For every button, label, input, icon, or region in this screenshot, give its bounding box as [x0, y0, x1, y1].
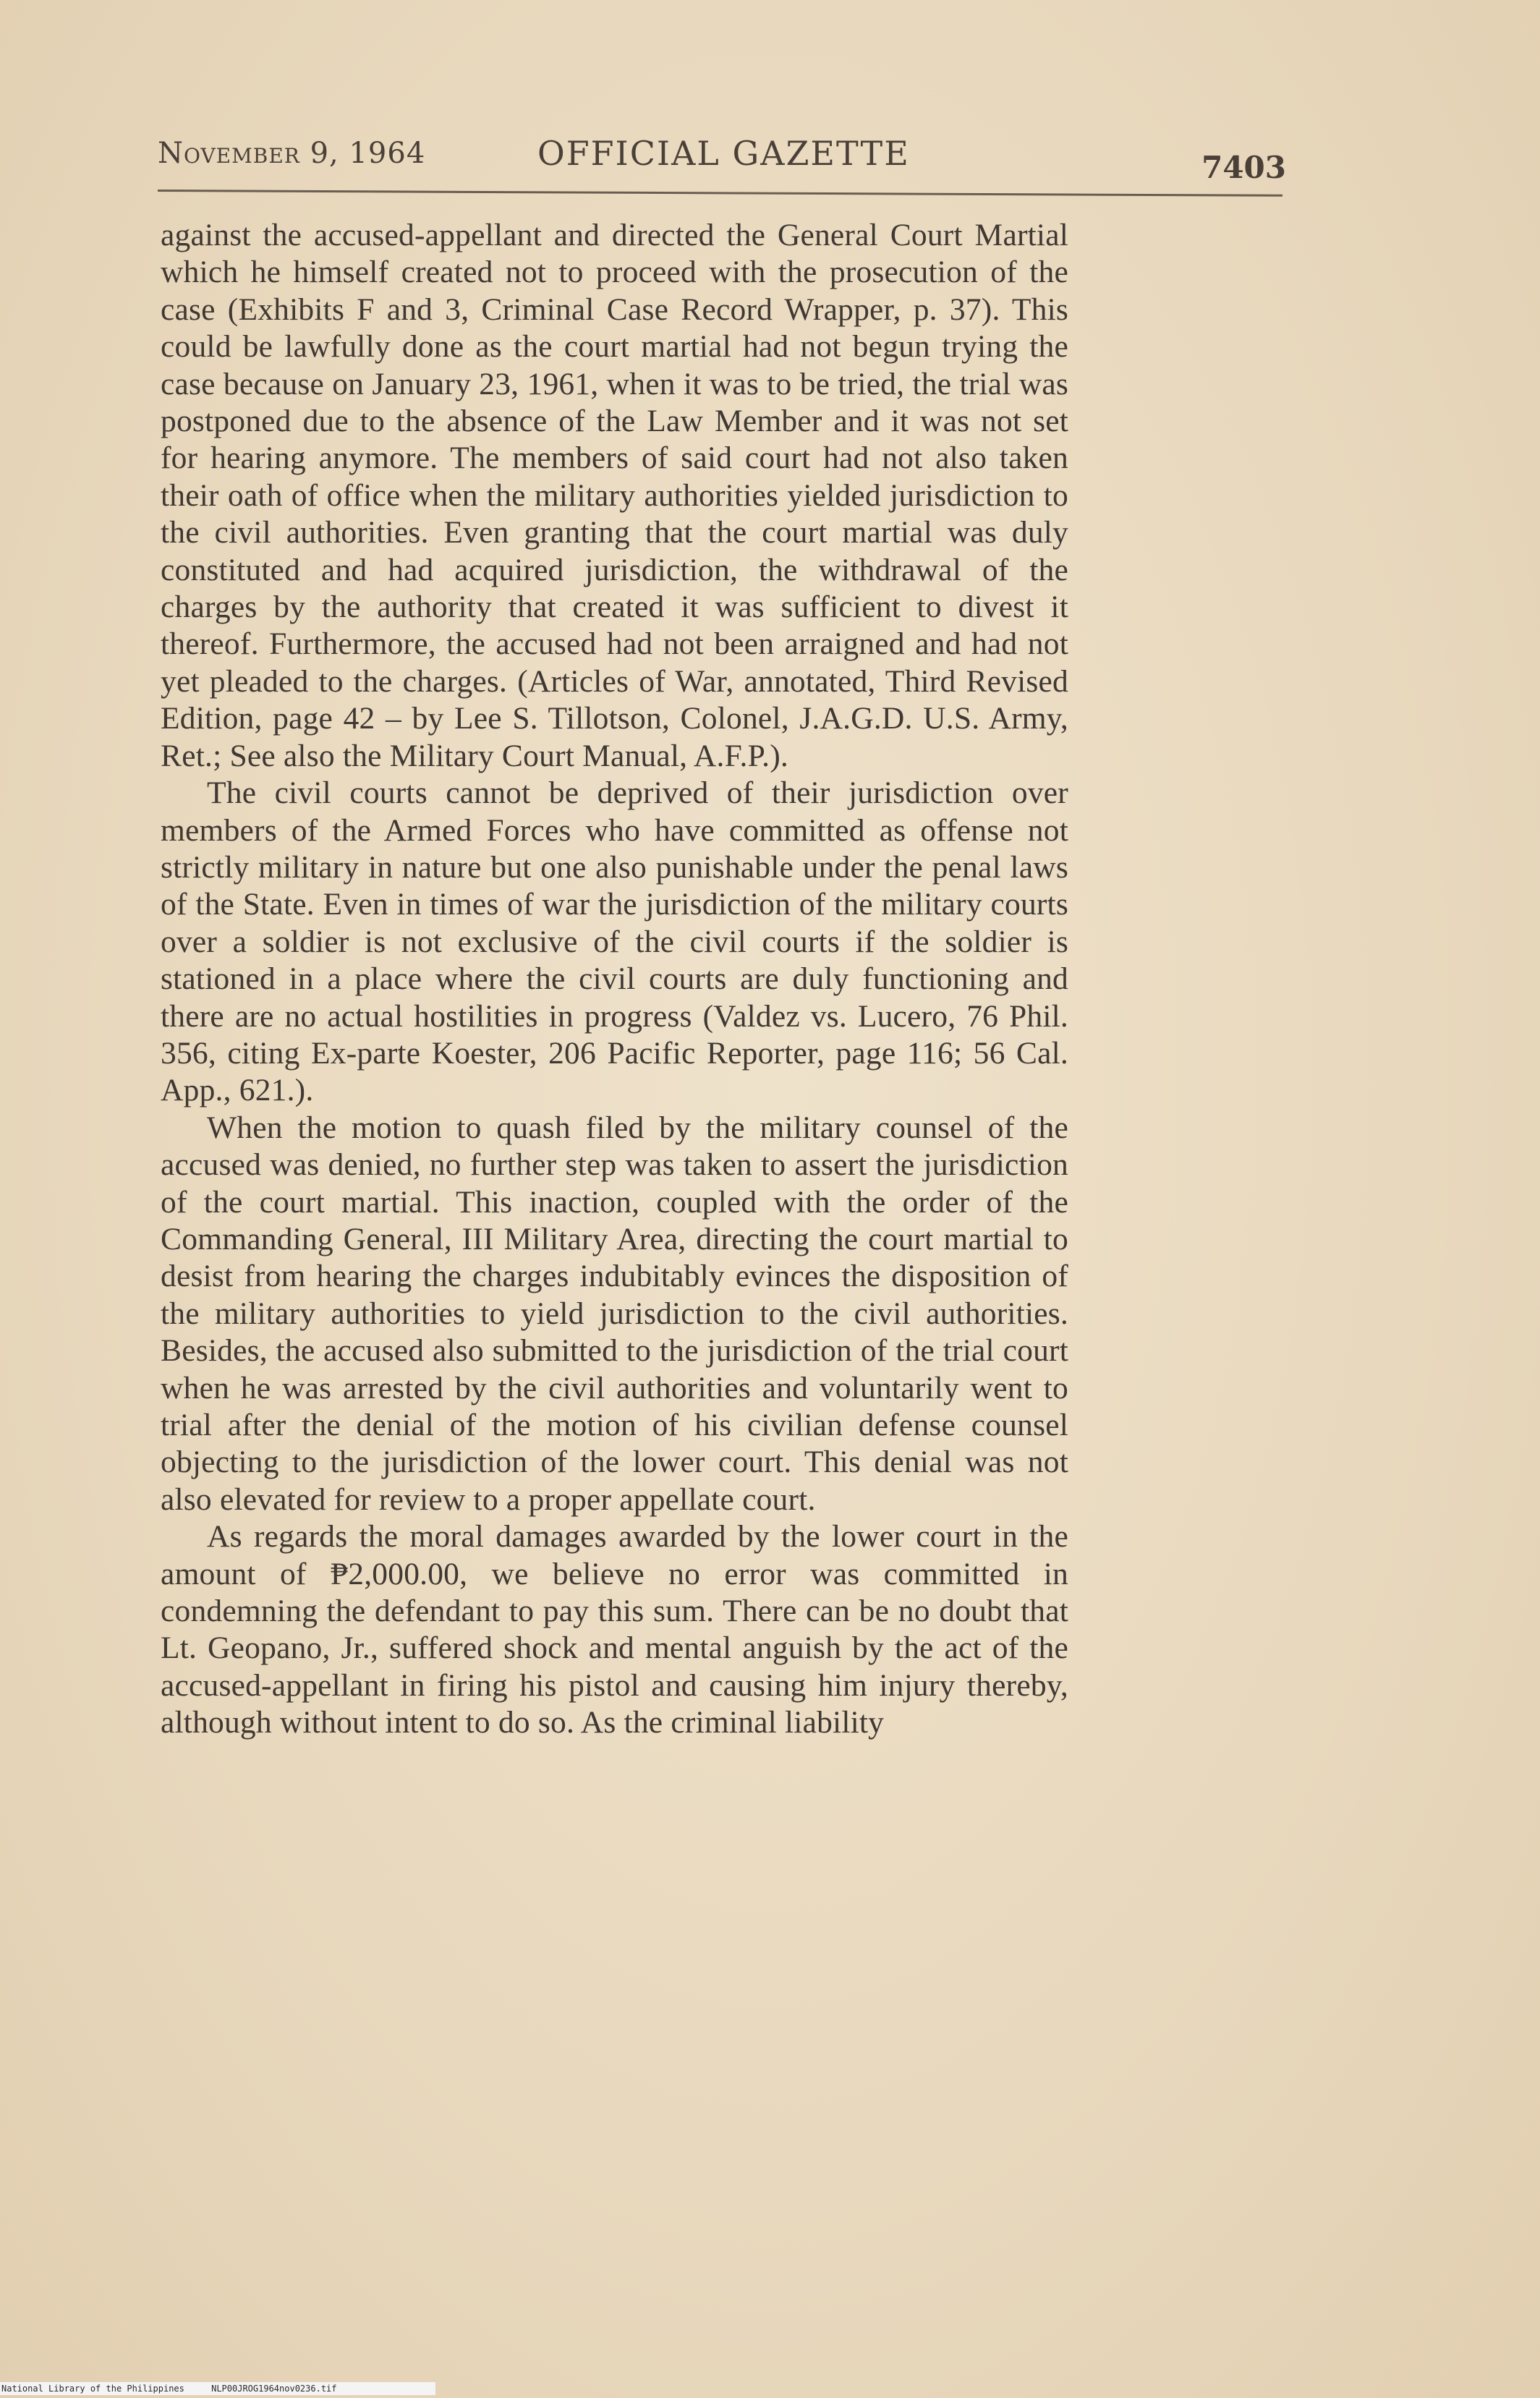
page-header — [158, 134, 1286, 184]
header-title: OFFICIAL GAZETTE — [537, 134, 910, 173]
paragraph: When the motion to quash filed by the military counsel of the accused was denied, no further step was taken to assert the jurisdiction of the court martial. This inaction, coupled with the order of the Commanding General, III Military Area, directing the court martial to desist from hearing the charges indubitably evinces the disposition of the military authorities to yield jurisdiction to the civil authorities. Besides, the accused also submitted to the jurisdiction of the trial court when he was arrested by the civil authorities and voluntarily went to trial after the denial of the motion of his civilian defense counsel objecting to the jurisdiction of the lower court. This denial was not also elevated for review to a proper appellate court. — [161, 1110, 1068, 1517]
paragraph: The civil courts cannot be deprived of their jurisdiction over members of the Armed Forces who have committed as offense not strictly military in nature but one also punishable under the penal laws of the State. Even in times of war the jurisdiction of the military courts over a soldier is not exclusive of the civil courts if the soldier is stationed in a place where the civil courts are duly functioning and there are no actual hostilities in progress (Valdez vs. Lucero, 76 Phil. 356, citing Ex-parte Koester, 206 Pacific Reporter, page 116; 56 Cal. App., 621.). — [161, 775, 1068, 1108]
page-body — [161, 217, 1068, 1742]
header-rule — [158, 190, 1282, 197]
paragraph: As regards the moral damages awarded by the lower court in the amount of ₱2,000.00, we believe no error was committed in condemning the defendant to pay this sum. There can be no doubt that Lt. Geopano, Jr., suffered shock and mental anguish by the act of the accused-appellant in firing his pistol and causing him injury thereby, although without intent to do so. As the criminal liability — [161, 1519, 1068, 1740]
scan-footer — [0, 2382, 435, 2395]
paragraph: against the accused-appellant and directed the General Court Martial which he himself created not to proceed with the prosecution of the case (Exhibits F and 3, Criminal Case Record Wrapper, p. 37). This could be lawfully done as the court martial had not begun trying the case because on January 23, 1961, when it was to be tried, the trial was postponed due to the absence of the Law Member and it was not set for hearing anymore. The members of said court had not also taken their oath of office when the military authorities yielded jurisdiction to the civil authorities. Even granting that the court martial was duly constituted and had acquired jurisdiction, the withdrawal of the charges by the authority that created it was sufficient to divest it thereof. Furthermore, the accused had not been arraigned and had not yet pleaded to the charges. (Articles of War, annotated, Third Revised Edition, page 42 – by Lee S. Tillotson, Colonel, J.A.G.D. U.S. Army, Ret.; See also the Military Court Manual, A.F.P.). — [161, 218, 1068, 773]
footer-source: National Library of the Philippines — [1, 2384, 184, 2394]
page-number: 7403 — [1201, 150, 1286, 185]
footer-filename: NLP00JROG1964nov0236.tif — [211, 2384, 337, 2394]
header-date: November 9, 1964 — [158, 137, 426, 170]
